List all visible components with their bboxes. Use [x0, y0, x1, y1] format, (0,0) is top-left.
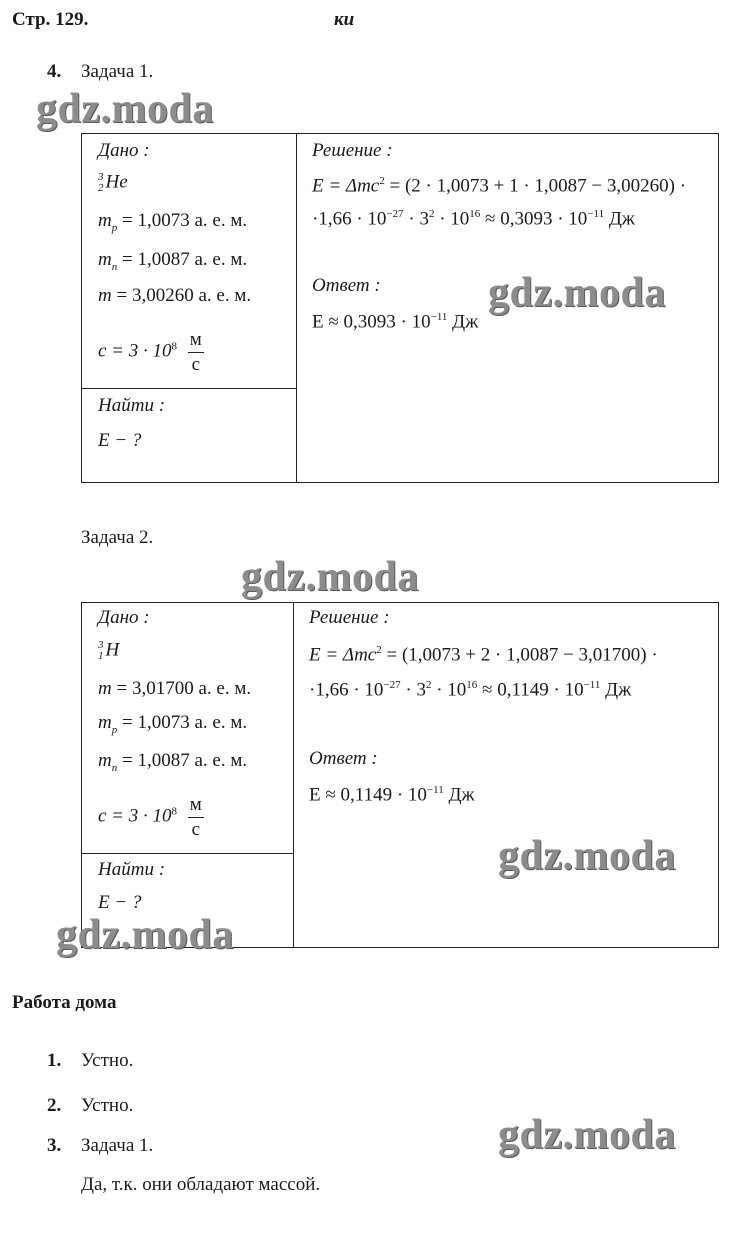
watermark-logo: gdz.moda [498, 1112, 676, 1158]
task2-answer: $E \approx 0,1149 \cdot 10^{-11}$ Дж [309, 784, 475, 806]
watermark-logo: gdz.moda [241, 554, 419, 600]
task1-divider [296, 133, 297, 482]
homework-item-text: Устно. [81, 1050, 134, 1071]
task1-given-c: $c = 3 \cdot 10^8$ $\frac{м}{с}$ [98, 329, 202, 375]
task2-given-find-divider [81, 853, 294, 854]
watermark-logo: gdz.moda [498, 833, 676, 879]
task2-title: Задача 2. [81, 527, 154, 548]
watermark-logo: gdz.moda [488, 270, 666, 316]
task2-solution-line2: $\cdot 1,66 \cdot 10^{-27} \cdot 3^2 \cdot 10^{16} \approx 0,1149 \cdot 10^{-11}$ Дж [309, 679, 632, 701]
task1-find-value: E − ? [98, 430, 142, 451]
task1-solution-label: Решение : [312, 140, 393, 161]
task2-given-mn: $m_n = 1,0087$ а. е. м. [98, 750, 248, 774]
task2-given-c: $c = 3 \cdot 10^8$ $\frac{м}{с}$ [98, 794, 202, 840]
homework-item-text: Задача 1. [81, 1135, 154, 1156]
task1-answer-label: Ответ : [312, 275, 381, 296]
task1-given-mp: $m_p = 1,0073$ а. е. м. [98, 210, 248, 234]
task2-solution-label: Решение : [309, 607, 390, 628]
task2-given-mp: $m_p = 1,0073$ а. е. м. [98, 712, 248, 736]
task2-find-label: Найти : [98, 859, 166, 880]
task1-isotope: 3 2 He [98, 171, 128, 194]
homework-heading: Работа дома [12, 992, 117, 1013]
homework-item-number: 1. [47, 1050, 62, 1071]
task1-number: 4. [47, 61, 62, 82]
task1-given-m: m = 3,00260 а. е. м. [98, 285, 252, 306]
task2-given-m: m = 3,01700 а. е. м. [98, 678, 252, 699]
task2-given-label: Дано : [98, 607, 150, 628]
task1-given-label: Дано : [98, 140, 150, 161]
task1-given-find-divider [81, 388, 297, 389]
task1-solution-line2: $\cdot 1,66 \cdot 10^{-27} \cdot 3^2 \cdot 10^{16} \approx 0,3093 \cdot 10^{-11}$ Дж [312, 208, 635, 230]
homework-item-number: 2. [47, 1095, 62, 1116]
task2-find-value: E − ? [98, 892, 142, 913]
task1-title: Задача 1. [81, 61, 154, 82]
task1-solution-line1: E = Δmc$^2$ = (2 · 1,0073 + 1 · 1,0087 − 3,00260) · [312, 175, 687, 197]
task2-answer-label: Ответ : [309, 748, 378, 769]
task1-given-mn: $m_n = 1,0087$ а. е. м. [98, 249, 248, 273]
page-reference: Стр. 129. [12, 9, 89, 30]
homework-answer: Да, т.к. они обладают массой. [81, 1174, 321, 1195]
task2-isotope: 3 1 H [98, 639, 120, 662]
watermark-logo: gdz.moda [56, 912, 234, 958]
task2-solution-line1: E = Δmc$^2$ = (1,0073 + 2 · 1,0087 − 3,01700) · [309, 644, 658, 666]
task1-find-label: Найти : [98, 395, 166, 416]
homework-item-text: Устно. [81, 1095, 134, 1116]
watermark-logo: gdz.moda [36, 86, 214, 132]
header-fragment: ки [334, 9, 355, 30]
task2-divider [293, 602, 294, 947]
homework-item-number: 3. [47, 1135, 62, 1156]
task1-answer: $E \approx 0,3093 \cdot 10^{-11}$ Дж [312, 311, 479, 333]
